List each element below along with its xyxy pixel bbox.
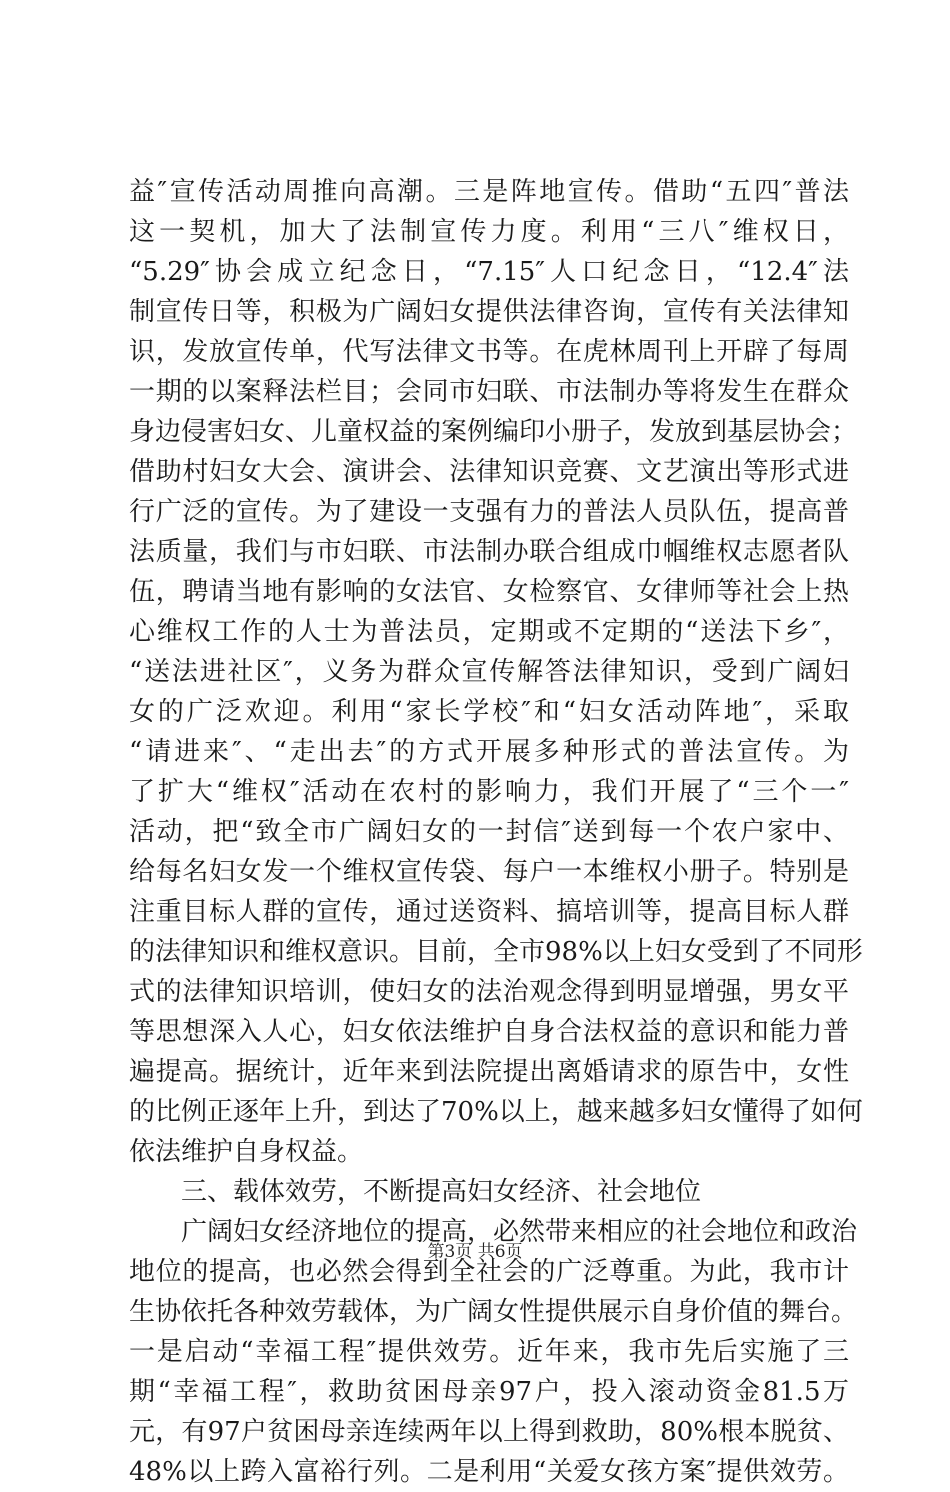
text-line: 期“幸福工程″，救助贫困母亲97户，投入滚动资金81.5万 [129,1377,849,1407]
text-line: “送法进社区″，义务为群众宣传解答法律知识，受到广阔妇 [129,657,849,687]
text-line: 48%以上跨入富裕行列。二是利用“关爱女孩方案″提供效劳。 [129,1457,849,1487]
text-line: 的法律知识和维权意识。目前，全市98%以上妇女受到了不同形 [129,937,863,967]
section-heading: 三、载体效劳，不断提高妇女经济、社会地位 [181,1177,702,1207]
text-line: 注重目标人群的宣传，通过送资料、搞培训等，提高目标人群 [129,897,849,927]
text-line: 伍，聘请当地有影响的女法官、女检察官、女律师等社会上热 [129,577,849,607]
text-line: 心维权工作的人士为普法员，定期或不定期的“送法下乡″， [129,617,849,647]
text-line: 借助村妇女大会、演讲会、法律知识竞赛、文艺演出等形式进 [129,457,849,487]
text-line: 了扩大“维权″活动在农村的影响力，我们开展了“三个一″ [129,777,849,807]
text-line: 制宣传日等，积极为广阔妇女提供法律咨询，宣传有关法律知 [129,297,849,327]
text-line: 的比例正逐年上升，到达了70%以上，越来越多妇女懂得了如何 [129,1097,863,1127]
text-line: 益″宣传活动周推向高潮。三是阵地宣传。借助“五四″普法 [129,177,849,207]
text-line: 女的广泛欢迎。利用“家长学校″和“妇女活动阵地″，采取 [129,697,849,727]
text-line: 一期的以案释法栏目；会同市妇联、市法制办等将发生在群众 [129,377,849,407]
text-line: 身边侵害妇女、儿童权益的案例编印小册子，发放到基层协会； [129,417,858,447]
text-line: “5.29″协会成立纪念日，“7.15″人口纪念日，“12.4″法 [129,257,849,287]
text-line: 识，发放宣传单，代写法律文书等。在虎林周刊上开辟了每周 [129,337,849,367]
body-text [129,172,863,1492]
text-line: 生协依托各种效劳载体，为广阔女性提供展示自身价值的舞台。 [129,1297,858,1327]
text-line: “请进来″、“走出去″的方式开展多种形式的普法宣传。为 [129,737,849,767]
text-line: 法质量，我们与市妇联、市法制办联合组成巾帼维权志愿者队 [129,537,849,567]
text-line: 给每名妇女发一个维权宣传袋、每户一本维权小册子。特别是 [129,857,849,887]
text-line: 一是启动“幸福工程″提供效劳。近年来，我市先后实施了三 [129,1337,849,1367]
text-line: 广阔妇女经济地位的提高，必然带来相应的社会地位和政治 [181,1217,858,1247]
text-line: 遍提高。据统计，近年来到法院提出离婚请求的原告中，女性 [129,1057,849,1087]
page-number-footer: 第3页 共6页 [427,1242,523,1262]
text-line: 式的法律知识培训，使妇女的法治观念得到明显增强，男女平 [129,977,849,1007]
text-line: 行广泛的宣传。为了建设一支强有力的普法人员队伍，提高普 [129,497,849,527]
text-line: 这一契机，加大了法制宣传力度。利用“三八″维权日， [129,217,849,247]
text-line: 元，有97户贫困母亲连续两年以上得到救助，80%根本脱贫、 [129,1417,849,1447]
text-line: 等思想深入人心，妇女依法维护自身合法权益的意识和能力普 [129,1017,849,1047]
text-line: 地位的提高，也必然会得到全社会的广泛尊重。为此，我市计 [129,1257,849,1287]
text-line: 活动，把“致全市广阔妇女的一封信″送到每一个农户家中、 [129,817,849,847]
text-line: 依法维护自身权益。 [129,1137,364,1167]
